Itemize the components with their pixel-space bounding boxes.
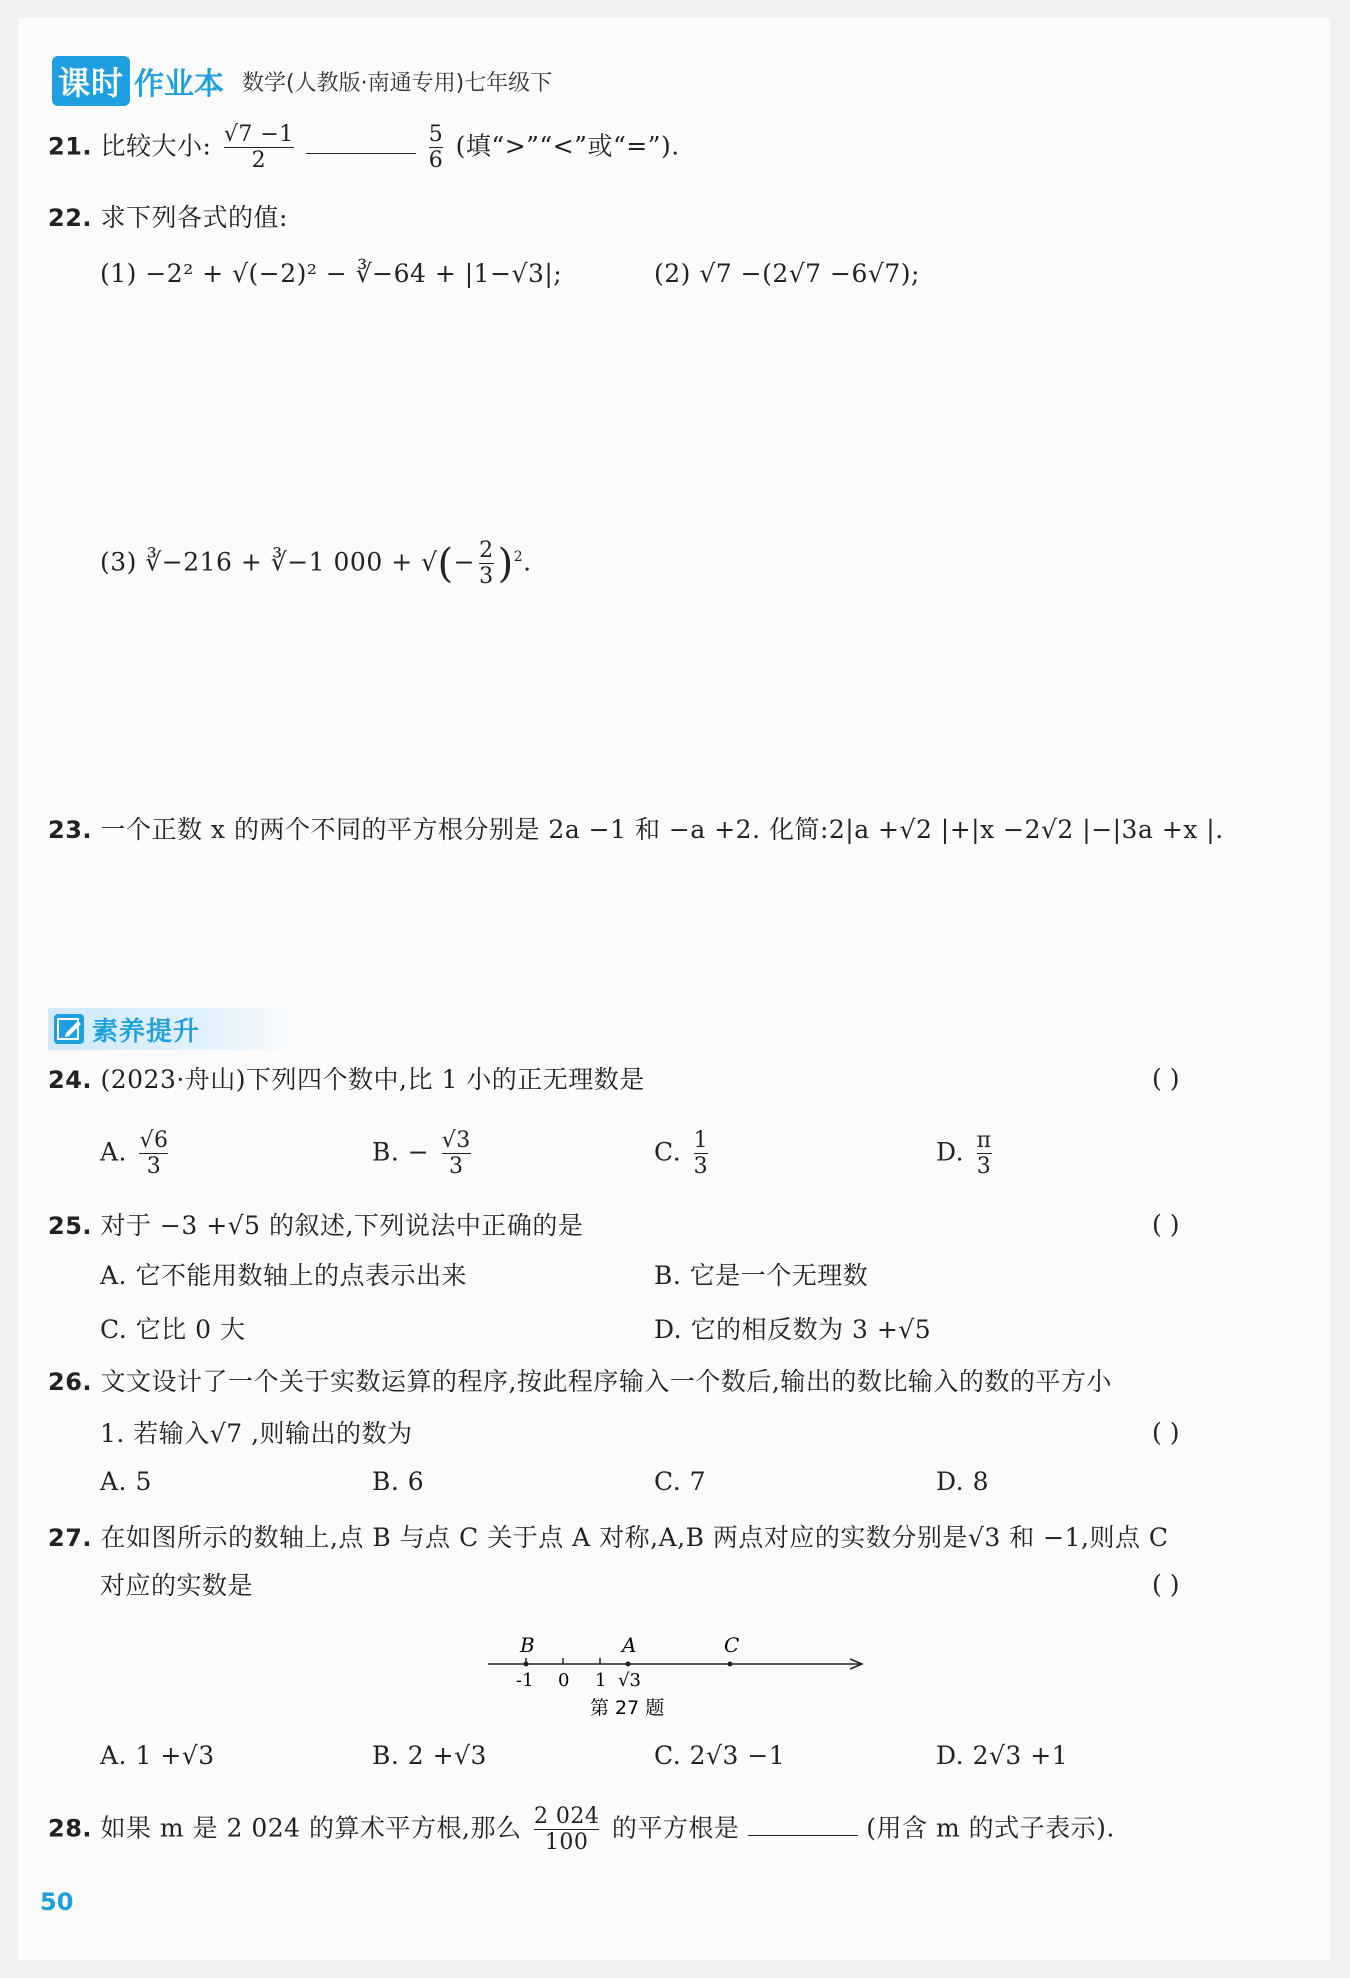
question-28 bbox=[48, 1804, 1115, 1856]
section-header bbox=[48, 1008, 294, 1050]
option-text: 它比 0 大 bbox=[135, 1315, 246, 1344]
point-c-label: C bbox=[724, 1633, 740, 1657]
option-text: 5 bbox=[135, 1467, 152, 1496]
point-b-dot bbox=[524, 1662, 529, 1667]
section-title: 素养提升 bbox=[92, 1016, 201, 1047]
option-label: A. bbox=[100, 1261, 128, 1290]
fraction bbox=[224, 122, 294, 174]
option-b[interactable] bbox=[654, 1260, 868, 1292]
option-d[interactable] bbox=[654, 1314, 931, 1346]
option-label: B. bbox=[372, 1741, 400, 1770]
question-text: 一个正数 x 的两个不同的平方根分别是 2a −1 和 −a +2. 化简:2|a +√2 |+|x −2√2 |−|3a +x |. bbox=[100, 815, 1224, 844]
fraction-denominator: 3 bbox=[479, 564, 494, 590]
question-number: 28. bbox=[48, 1814, 93, 1843]
header-subtitle: 数学(人教版·南通专用)七年级下 bbox=[242, 70, 553, 96]
option-label: D. bbox=[654, 1315, 683, 1344]
figure-caption: 第 27 题 bbox=[590, 1697, 665, 1718]
question-21 bbox=[48, 122, 680, 174]
option-label: D. bbox=[936, 1137, 965, 1167]
edit-icon bbox=[54, 1014, 84, 1044]
fraction-denominator: 6 bbox=[428, 148, 444, 174]
question-22 bbox=[48, 202, 288, 234]
option-label: A. bbox=[100, 1137, 128, 1167]
number-line-figure bbox=[478, 1628, 878, 1718]
question-22-part-2: (2) √7 −(2√7 −6√7); bbox=[654, 259, 920, 288]
option-label: B. bbox=[372, 1467, 400, 1496]
fraction bbox=[429, 122, 444, 174]
tick-label: 1 bbox=[595, 1670, 607, 1691]
question-text: 比较大小: bbox=[100, 131, 212, 161]
expression-end: . bbox=[523, 547, 532, 577]
fraction-numerator: 1 bbox=[693, 1128, 709, 1153]
answer-paren[interactable]: ( ) bbox=[1152, 1064, 1180, 1093]
point-a-label: A bbox=[622, 1633, 637, 1657]
point-c-dot bbox=[728, 1662, 733, 1667]
question-23 bbox=[48, 814, 1224, 846]
option-b[interactable] bbox=[372, 1128, 475, 1180]
fraction-denominator: 2 bbox=[251, 148, 267, 174]
option-d[interactable] bbox=[936, 1128, 996, 1180]
option-label: C. bbox=[654, 1137, 682, 1167]
option-label: D. bbox=[936, 1741, 965, 1770]
option-label: B. bbox=[654, 1261, 682, 1290]
question-26-line-2: 1. 若输入√7 ,则输出的数为 bbox=[100, 1419, 413, 1448]
option-text: 2√3 +1 bbox=[972, 1741, 1069, 1770]
option-label: B. bbox=[372, 1137, 400, 1167]
tick-label: √3 bbox=[618, 1670, 641, 1691]
option-sign: − bbox=[407, 1137, 430, 1167]
option-d[interactable] bbox=[936, 1466, 989, 1498]
fraction-denominator: 100 bbox=[544, 1830, 589, 1856]
option-c[interactable] bbox=[654, 1740, 785, 1772]
answer-blank[interactable] bbox=[306, 153, 416, 154]
page-number: 50 bbox=[40, 1888, 74, 1916]
fraction-numerator: √6 bbox=[139, 1128, 169, 1153]
question-text: 求下列各式的值: bbox=[100, 203, 288, 232]
question-text: 对于 −3 +√5 的叙述,下列说法中正确的是 bbox=[100, 1211, 584, 1240]
expression: (3) ∛−216 + ∛−1 000 + √ bbox=[100, 547, 438, 577]
option-text: 8 bbox=[972, 1467, 989, 1496]
question-number: 22. bbox=[48, 204, 93, 232]
question-hint: (用含 m 的式子表示). bbox=[866, 1813, 1115, 1843]
question-text: (2023·舟山)下列四个数中,比 1 小的正无理数是 bbox=[100, 1065, 645, 1094]
header-badge: 课时 bbox=[52, 56, 130, 106]
option-b[interactable] bbox=[372, 1466, 424, 1498]
answer-paren[interactable]: ( ) bbox=[1152, 1418, 1180, 1447]
option-text: 它不能用数轴上的点表示出来 bbox=[135, 1261, 467, 1290]
fraction-denominator: 3 bbox=[448, 1154, 464, 1180]
option-d[interactable] bbox=[936, 1740, 1068, 1772]
fraction bbox=[534, 1804, 599, 1856]
question-26 bbox=[48, 1366, 1112, 1398]
question-number: 26. bbox=[48, 1368, 93, 1396]
question-27-line-2: 对应的实数是 bbox=[100, 1571, 254, 1600]
point-b-label: B bbox=[520, 1633, 535, 1657]
header-brand: 作业本 bbox=[134, 67, 225, 102]
option-text: 1 +√3 bbox=[135, 1741, 215, 1770]
question-number: 25. bbox=[48, 1212, 93, 1240]
fraction-numerator: 2 024 bbox=[533, 1804, 600, 1829]
option-b[interactable] bbox=[372, 1740, 487, 1772]
question-number: 23. bbox=[48, 816, 93, 844]
header bbox=[52, 56, 552, 106]
answer-paren[interactable]: ( ) bbox=[1152, 1570, 1180, 1599]
tick-label: 0 bbox=[558, 1670, 570, 1691]
option-text: 7 bbox=[689, 1467, 707, 1496]
option-text: 2√3 −1 bbox=[689, 1741, 786, 1770]
question-hint: (填“>”“<”或“=”). bbox=[455, 131, 680, 161]
option-label: D. bbox=[936, 1467, 965, 1496]
question-number: 21. bbox=[48, 132, 93, 161]
question-22-part-1: (1) −2² + √(−2)² − ∛−64 + |1−√3|; bbox=[100, 259, 563, 288]
answer-blank[interactable] bbox=[748, 1835, 858, 1836]
option-a[interactable] bbox=[100, 1260, 467, 1292]
question-text-mid: 的平方根是 bbox=[611, 1813, 740, 1843]
fraction-denominator: 3 bbox=[146, 1154, 162, 1180]
fraction-numerator: 5 bbox=[428, 122, 444, 147]
option-a[interactable] bbox=[100, 1128, 172, 1180]
fraction-numerator: √7 −1 bbox=[223, 122, 294, 147]
option-c[interactable] bbox=[100, 1314, 245, 1346]
option-label: A. bbox=[100, 1741, 128, 1770]
option-label: C. bbox=[100, 1315, 128, 1344]
question-text: 文文设计了一个关于实数运算的程序,按此程序输入一个数后,输出的数比输入的数的平方小 bbox=[100, 1367, 1112, 1396]
question-text: 如果 m 是 2 024 的算术平方根,那么 bbox=[100, 1813, 522, 1843]
option-c[interactable] bbox=[654, 1128, 712, 1180]
option-text: 它的相反数为 3 +√5 bbox=[690, 1315, 932, 1344]
question-22-part-3: (3) ∛−216 + ∛−1 000 + √(− $\frac{2}{3}$ )$^2$. bbox=[100, 538, 532, 590]
option-text: 2 +√3 bbox=[407, 1741, 487, 1770]
question-25 bbox=[48, 1210, 583, 1242]
fraction-denominator: 3 bbox=[976, 1154, 992, 1180]
point-a-dot bbox=[626, 1662, 631, 1667]
fraction-numerator: √3 bbox=[441, 1128, 471, 1153]
fraction-denominator: 3 bbox=[693, 1154, 709, 1180]
option-text: 它是一个无理数 bbox=[689, 1261, 869, 1290]
question-number: 24. bbox=[48, 1066, 93, 1094]
page bbox=[18, 18, 1330, 1960]
question-24 bbox=[48, 1064, 645, 1096]
question-27 bbox=[48, 1522, 1169, 1554]
option-label: A. bbox=[100, 1467, 128, 1496]
tick-label: -1 bbox=[516, 1670, 534, 1691]
fraction bbox=[479, 538, 494, 590]
fraction-numerator: 2 bbox=[479, 538, 494, 563]
option-a[interactable] bbox=[100, 1466, 152, 1498]
option-text: 6 bbox=[407, 1467, 425, 1496]
answer-paren[interactable]: ( ) bbox=[1152, 1210, 1180, 1239]
option-a[interactable] bbox=[100, 1740, 215, 1772]
fraction-numerator: π bbox=[976, 1128, 992, 1153]
option-c[interactable] bbox=[654, 1466, 706, 1498]
question-text: 在如图所示的数轴上,点 B 与点 C 关于点 A 对称,A,B 两点对应的实数分别是√3 和 −1,则点 C bbox=[100, 1523, 1169, 1552]
option-label: C. bbox=[654, 1741, 682, 1770]
question-number: 27. bbox=[48, 1524, 93, 1552]
option-label: C. bbox=[654, 1467, 682, 1496]
